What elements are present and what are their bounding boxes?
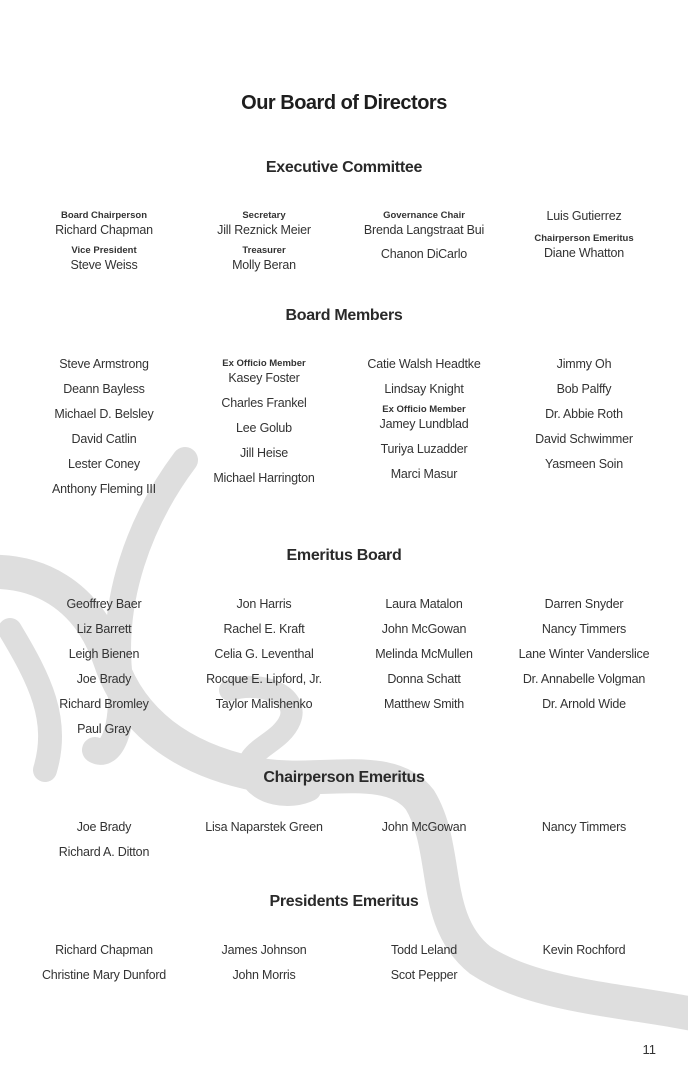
member-name: Lindsay Knight (384, 382, 464, 396)
member-name: Dr. Abbie Roth (545, 407, 623, 421)
member-name: Kevin Rochford (542, 943, 626, 957)
presidents-col-1 (19, 942, 189, 983)
board-col-1 (19, 356, 189, 497)
role-label: Chairperson Emeritus (534, 233, 634, 244)
member-name: Liz Barrett (76, 622, 132, 636)
member-name: Christine Mary Dunford (41, 968, 167, 982)
member-name: Deann Bayless (63, 382, 145, 396)
member-name: Michael Harrington (213, 471, 315, 485)
presidents-col-2 (179, 942, 349, 983)
emeritus-board-heading: Emeritus Board (286, 547, 402, 564)
role-label: Board Chairperson (60, 210, 148, 221)
role-label: Ex Officio Member (382, 404, 466, 415)
chair-emeritus-col-4 (499, 819, 669, 835)
exec-col-4 (499, 208, 669, 261)
presidents-col-3 (339, 942, 509, 983)
member-name: Turiya Luzadder (380, 442, 468, 456)
member-name: John McGowan (381, 622, 467, 636)
member-name: Darren Snyder (544, 597, 624, 611)
board-col-3 (339, 356, 509, 482)
member-name: Dr. Annabelle Volgman (522, 672, 646, 686)
page-number: 11 (642, 1042, 656, 1057)
executive-committee-heading: Executive Committee (265, 159, 423, 176)
member-name: Scot Pepper (390, 968, 458, 982)
member-name: Melinda McMullen (375, 647, 473, 661)
chair-emeritus-col-2 (179, 819, 349, 835)
chair-emeritus-col-1 (19, 819, 189, 860)
member-name: Bob Palffy (556, 382, 612, 396)
presidents-col-4 (499, 942, 669, 958)
member-name: Jamey Lundblad (379, 417, 469, 431)
member-name: Lee Golub (236, 421, 292, 435)
member-name: John McGowan (381, 820, 467, 834)
member-name: Geoffrey Baer (66, 597, 142, 611)
member-name: Richard Bromley (59, 697, 149, 711)
member-name: Anthony Fleming III (52, 482, 156, 496)
role-label: Governance Chair (383, 210, 465, 221)
member-name: Rachel E. Kraft (223, 622, 305, 636)
member-name: Steve Armstrong (59, 357, 149, 371)
member-name: Lane Winter Vanderslice (518, 647, 650, 661)
member-name: Leigh Bienen (68, 647, 140, 661)
board-col-2 (179, 357, 349, 486)
member-name: John Morris (232, 968, 296, 982)
member-name: Diane Whatton (543, 246, 625, 260)
exec-col-3 (339, 209, 509, 262)
member-name: Matthew Smith (383, 697, 465, 711)
role-label: Secretary (242, 210, 286, 221)
role-label: Treasurer (242, 245, 286, 256)
member-name: Brenda Langstraat Bui (363, 223, 485, 237)
member-name: Richard A. Ditton (58, 845, 150, 859)
board-col-4 (499, 356, 669, 472)
member-name: Dr. Arnold Wide (542, 697, 626, 711)
member-name: Marci Masur (390, 467, 458, 481)
member-name: Richard Chapman (55, 223, 153, 237)
member-name: Lisa Naparstek Green (205, 820, 323, 834)
emeritus-col-3 (339, 596, 509, 712)
member-name: Luis Gutierrez (546, 209, 622, 223)
member-name: Joe Brady (76, 672, 132, 686)
member-name: Laura Matalon (385, 597, 463, 611)
role-label: Vice President (71, 245, 137, 256)
member-name: Jon Harris (236, 597, 292, 611)
member-name: Paul Gray (77, 722, 131, 736)
member-name: Catie Walsh Headtke (367, 357, 481, 371)
member-name: Nancy Timmers (541, 820, 627, 834)
member-name: Taylor Malishenko (215, 697, 313, 711)
member-name: James Johnson (221, 943, 307, 957)
member-name: Joe Brady (76, 820, 132, 834)
member-name: Jill Reznick Meier (217, 223, 311, 237)
member-name: Todd Leland (391, 943, 457, 957)
board-members-heading: Board Members (285, 307, 403, 324)
member-name: Lester Coney (68, 457, 140, 471)
member-name: David Schwimmer (535, 432, 633, 446)
presidents-emeritus-heading: Presidents Emeritus (269, 893, 419, 910)
emeritus-col-2 (179, 596, 349, 712)
emeritus-col-1 (19, 596, 189, 737)
exec-col-2 (179, 209, 349, 273)
member-name: Steve Weiss (70, 258, 138, 272)
member-name: Yasmeen Soin (545, 457, 623, 471)
member-name: Celia G. Leventhal (214, 647, 314, 661)
member-name: Kasey Foster (228, 371, 300, 385)
member-name: David Catlin (71, 432, 137, 446)
member-name: Chanon DiCarlo (380, 247, 468, 261)
member-name: Nancy Timmers (541, 622, 627, 636)
member-name: Richard Chapman (55, 943, 153, 957)
member-name: Donna Schatt (387, 672, 461, 686)
member-name: Charles Frankel (221, 396, 307, 410)
member-name: Michael D. Belsley (54, 407, 154, 421)
chair-emeritus-col-3 (339, 819, 509, 835)
member-name: Molly Beran (232, 258, 296, 272)
role-label: Ex Officio Member (222, 358, 306, 369)
member-name: Jill Heise (239, 446, 288, 460)
exec-col-1 (19, 209, 189, 273)
page-title: Our Board of Directors (241, 92, 447, 114)
emeritus-col-4 (499, 596, 669, 712)
member-name: Rocque E. Lipford, Jr. (206, 672, 322, 686)
member-name: Jimmy Oh (556, 357, 612, 371)
chairperson-emeritus-heading: Chairperson Emeritus (263, 769, 425, 786)
